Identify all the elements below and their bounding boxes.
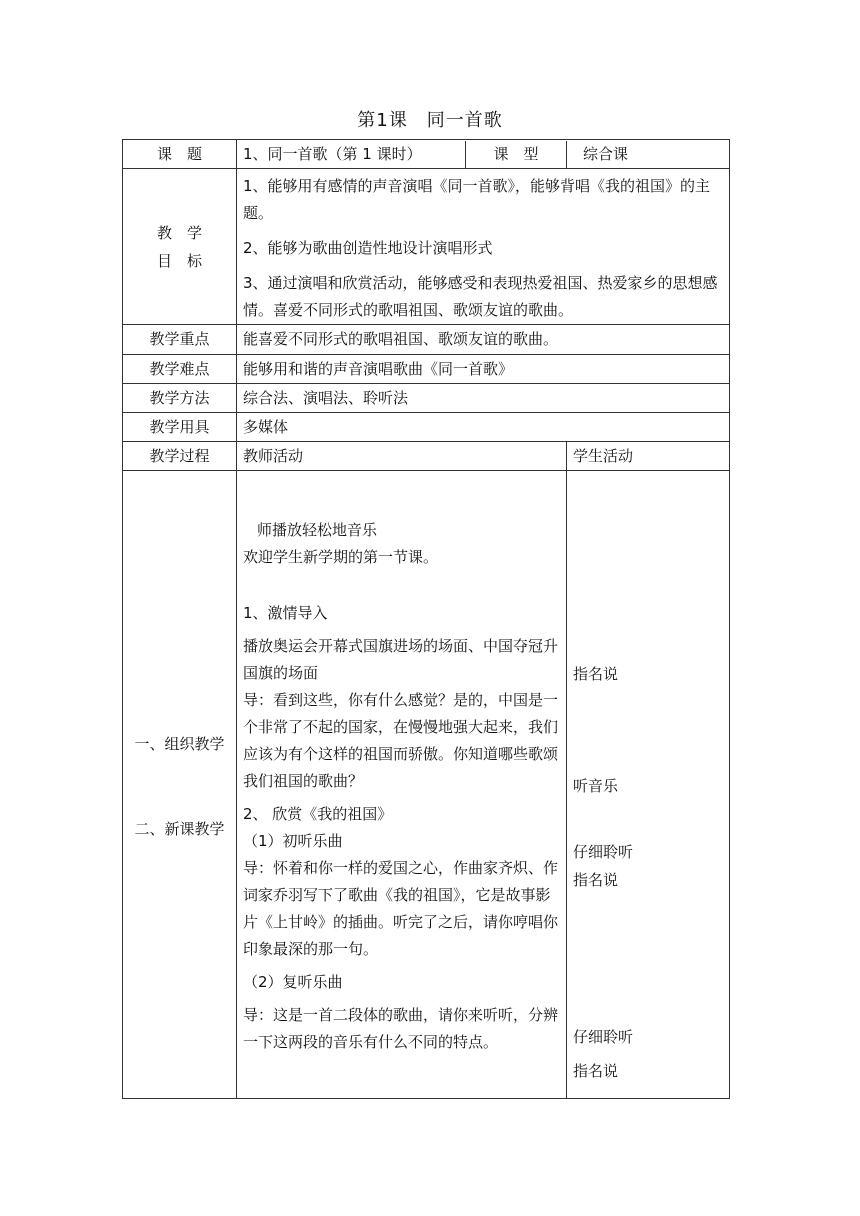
teacher-line: 导：看到这些，你有什么感觉？是的，中国是一个非常了不起的国家，在慢慢地强大起来，我们应该为有个这样的祖国而骄傲。你知道哪些歌颂我们祖国的歌曲？ xyxy=(243,691,559,790)
key-points-row xyxy=(123,325,730,355)
teacher-line: 欢迎学生新学期的第一节课。 xyxy=(243,548,439,566)
student-line: 仔细聆听 xyxy=(573,1028,634,1046)
teacher-line: 师播放轻松地音乐 xyxy=(257,521,378,539)
difficulties-value: 能够用和谐的声音演唱歌曲《同一首歌》 xyxy=(237,355,730,384)
topic-cell xyxy=(237,140,730,169)
objective-item: 3、通过演唱和欣赏活动，能够感受和表现热爱祖国、热爱家乡的思想感情。喜爱不同形式的歌唱祖国、歌颂友谊的歌曲。 xyxy=(243,274,718,319)
topic-label: 课 题 xyxy=(123,140,237,169)
topic-row xyxy=(123,140,730,169)
student-line: 指名说 xyxy=(573,665,619,683)
methods-label: 教学方法 xyxy=(123,384,237,413)
student-line: 指名说 xyxy=(573,871,619,889)
objectives-label: 教 学 目 标 xyxy=(123,169,237,325)
objectives-content xyxy=(237,169,730,325)
teacher-line: 导：怀着和你一样的爱国之心，作曲家齐炽、作词家乔羽写下了歌曲《我的祖国》，它是故事影片《上甘岭》的插曲。听完了之后，请你哼唱你印象最深的那一句。 xyxy=(243,859,559,958)
key-points-value: 能喜爱不同形式的歌唱祖国、歌颂友谊的歌曲。 xyxy=(237,325,730,355)
student-line: 仔细聆听 xyxy=(573,843,634,861)
teacher-line: 2、 欣赏《我的祖国》 xyxy=(243,805,393,823)
teacher-line: 播放奥运会开幕式国旗进场的场面、中国夺冠升国旗的场面 xyxy=(243,637,559,682)
teacher-line: （2）复听乐曲 xyxy=(243,973,343,991)
teacher-activities xyxy=(237,471,567,1099)
process-stages xyxy=(123,471,237,1099)
process-teacher-header: 教师活动 xyxy=(237,442,567,471)
teacher-line: 1、激情导入 xyxy=(243,604,328,622)
process-student-header: 学生活动 xyxy=(567,442,730,471)
tools-row xyxy=(123,413,730,442)
objectives-row xyxy=(123,169,730,325)
student-activities xyxy=(567,471,730,1099)
objective-item: 2、能够为歌曲创造性地设计演唱形式 xyxy=(243,239,493,257)
objective-item: 1、能够用有感情的声音演唱《同一首歌》，能够背唱《我的祖国》的主题。 xyxy=(243,177,711,222)
type-label: 课 型 xyxy=(466,141,567,168)
lesson-plan-table xyxy=(122,139,730,1099)
difficulties-row xyxy=(123,355,730,384)
difficulties-label: 教学难点 xyxy=(123,355,237,384)
teacher-line: 导：这是一首二段体的歌曲，请你来听听，分辨一下这两段的音乐有什么不同的特点。 xyxy=(243,1006,559,1051)
stage-new-lesson: 二、新课教学 xyxy=(134,819,225,838)
tools-value: 多媒体 xyxy=(237,413,730,442)
tools-label: 教学用具 xyxy=(123,413,237,442)
methods-value: 综合法、演唱法、聆听法 xyxy=(237,384,730,413)
methods-row xyxy=(123,384,730,413)
student-line: 指名说 xyxy=(573,1062,619,1080)
type-value: 综合课 xyxy=(583,144,629,163)
process-header-row xyxy=(123,442,730,471)
topic-value: 1、同一首歌（第 1 课时） xyxy=(237,141,466,168)
process-stage-header: 教学过程 xyxy=(123,442,237,471)
student-line: 听音乐 xyxy=(573,777,619,795)
page-title: 第1课 同一首歌 xyxy=(357,110,503,131)
key-points-label: 教学重点 xyxy=(123,325,237,355)
stage-organize: 一、组织教学 xyxy=(134,734,225,753)
process-body-row xyxy=(123,471,730,1099)
teacher-line: （1）初听乐曲 xyxy=(243,832,343,850)
